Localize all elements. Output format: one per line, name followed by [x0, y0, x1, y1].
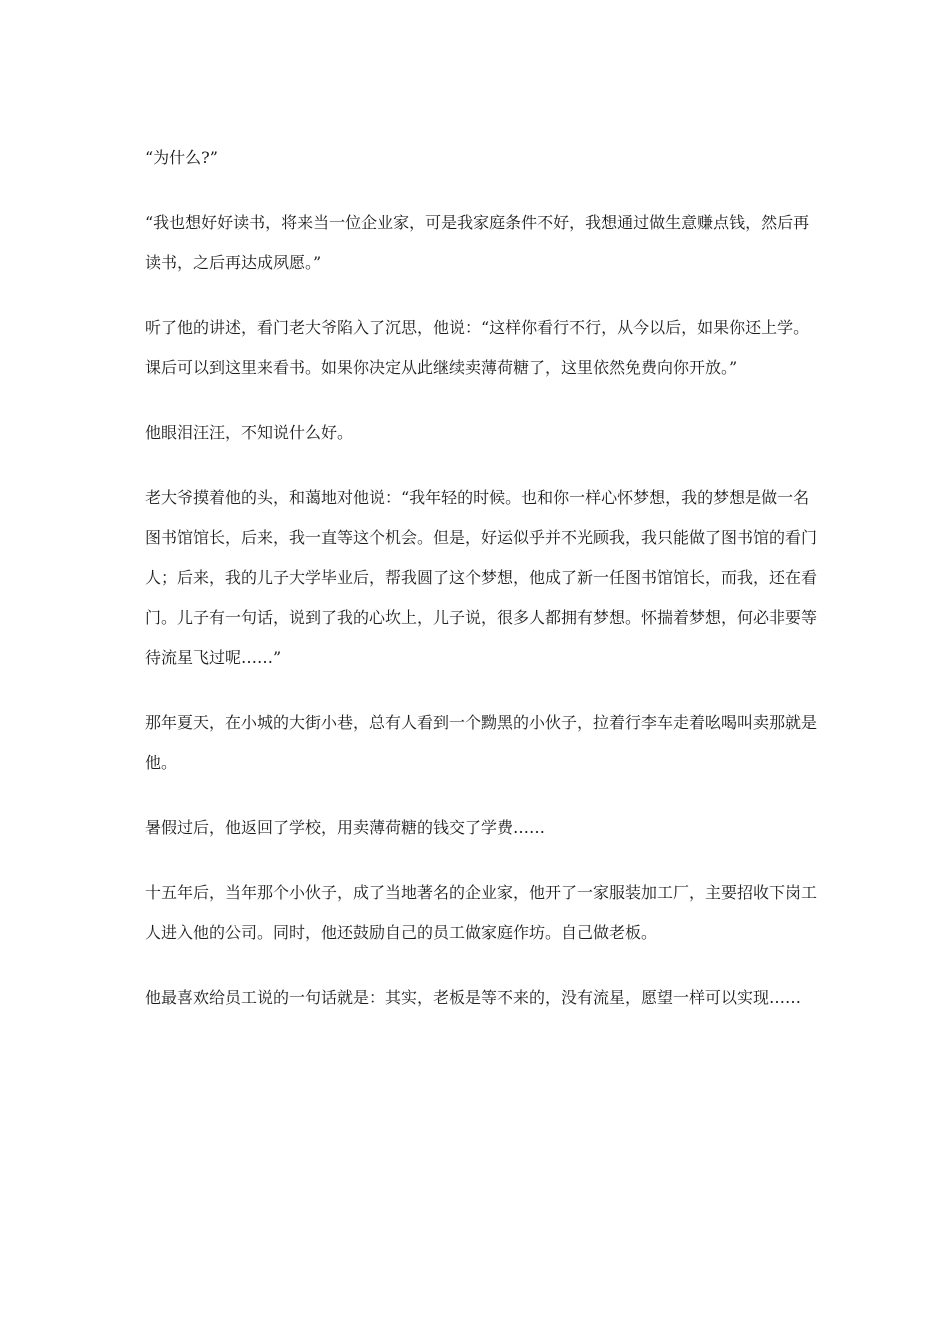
paragraph-2: “我也想好好读书，将来当一位企业家，可是我家庭条件不好，我想通过做生意赚点钱，然后再读书，之后再达成夙愿。” — [145, 213, 810, 272]
paragraph-3: 听了他的讲述，看门老大爷陷入了沉思，他说：“这样你看行不行，从今以后，如果你还上学。课后可以到这里来看书。如果你决定从此继续卖薄荷糖了，这里依然免费向你开放。” — [145, 318, 810, 377]
paragraph-9: 他最喜欢给员工说的一句话就是：其实，老板是等不来的，没有流星，愿望一样可以实现…… — [145, 988, 802, 1007]
paragraph-6: 那年夏天，在小城的大街小巷，总有人看到一个黝黑的小伙子，拉着行李车走着吆喝叫卖那就是他。 — [145, 713, 818, 772]
paragraph-4: 他眼泪汪汪，不知说什么好。 — [145, 423, 354, 442]
paragraph-8: 十五年后，当年那个小伙子，成了当地著名的企业家，他开了一家服装加工厂，主要招收下岗工人进入他的公司。同时，他还鼓励自己的员工做家庭作坊。自己做老板。 — [145, 883, 818, 942]
document-body — [145, 138, 825, 1043]
paragraph-1: “为什么?” — [145, 148, 218, 167]
paragraph-7: 暑假过后，他返回了学校，用卖薄荷糖的钱交了学费…… — [145, 818, 546, 837]
paragraph-5: 老大爷摸着他的头，和蔼地对他说：“我年轻的时候。也和你一样心怀梦想，我的梦想是做一名图书馆馆长，后来，我一直等这个机会。但是，好运似乎并不光顾我，我只能做了图书馆的看门人；后来，我的儿子大学毕业后，帮我圆了这个梦想，他成了新一任图书馆馆长，而我，还在看门。儿子有一句话，说到了我的心坎上，儿子说，很多人都拥有梦想。怀揣着梦想，何必非要等待流星飞过呢……” — [145, 488, 818, 667]
